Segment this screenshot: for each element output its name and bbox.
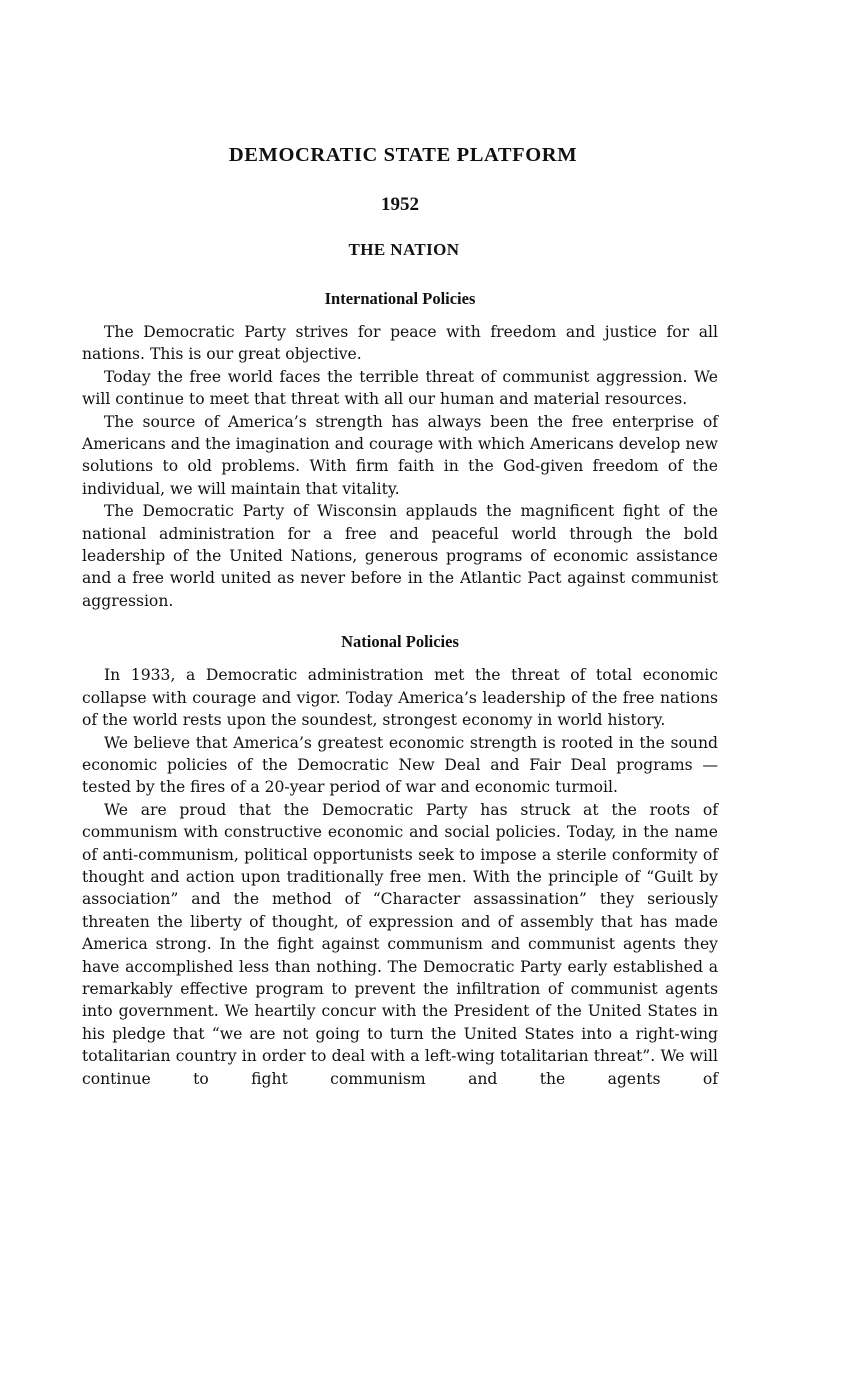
document-page: [82, 140, 718, 1090]
document-title: DEMOCRATIC STATE PLATFORM: [228, 144, 578, 166]
national-policies-body: [82, 664, 718, 1090]
paragraph-continued: We are proud that the Democratic Party has struck at the roots of communism with constructive economic and social policies. Today, in the name of anti-communism, political opportunists seek to impose a sterile conformity of thought and action upon traditionally free men. With the principle of “Guilt by association” and the method of “Character assassination” they seriously threaten the liberty of thought, of expression and of assembly that has made America strong. In the fight against communism and communist agents they have accomplished less than nothing. The Democratic Party early established a remarkably effective program to prevent the infiltration of communist agents into government. We heartily concur with the President of the United States in his pledge that “we are not going to turn the United States into a right-wing totalitarian country in order to deal with a left-wing totalitarian threat”. We will continue to fight communism and the agents of: [82, 800, 718, 1088]
paragraph: The source of America’s strength has always been the free enterprise of Americans and the imagination and courage with which Americans develop new solutions to old problems. With firm faith in the God-given freedom of the individual, we will maintain that vitality.: [82, 412, 718, 498]
paragraph: The Democratic Party strives for peace with freedom and justice for all nations. This is our great objective.: [82, 323, 718, 364]
national-policies-heading: National Policies: [341, 632, 459, 652]
document-year: 1952: [381, 194, 419, 215]
paragraph: We believe that America’s greatest economic strength is rooted in the sound economic policies of the Democratic New Deal and Fair Deal programs — tested by the fires of a 20-year period of war and economic turmoil.: [82, 733, 718, 797]
international-policies-heading: International Policies: [324, 289, 476, 308]
paragraph: The Democratic Party of Wisconsin applauds the magnificent fight of the national administration for a free and peaceful world through the bold leadership of the United Nations, generous programs of economic assistance and a free world united as never before in the Atlantic Pact against communist aggression.: [82, 502, 718, 610]
paragraph: Today the free world faces the terrible threat of communist aggression. We will continue to meet that threat with all our human and material resources.: [82, 367, 718, 409]
section-title: THE NATION: [348, 240, 460, 259]
international-policies-body: [82, 321, 718, 612]
paragraph: In 1933, a Democratic administration met the threat of total economic collapse with courage and vigor. Today America’s leadership of the free nations of the world rests upon the soundest, strongest economy in world history.: [82, 666, 718, 730]
